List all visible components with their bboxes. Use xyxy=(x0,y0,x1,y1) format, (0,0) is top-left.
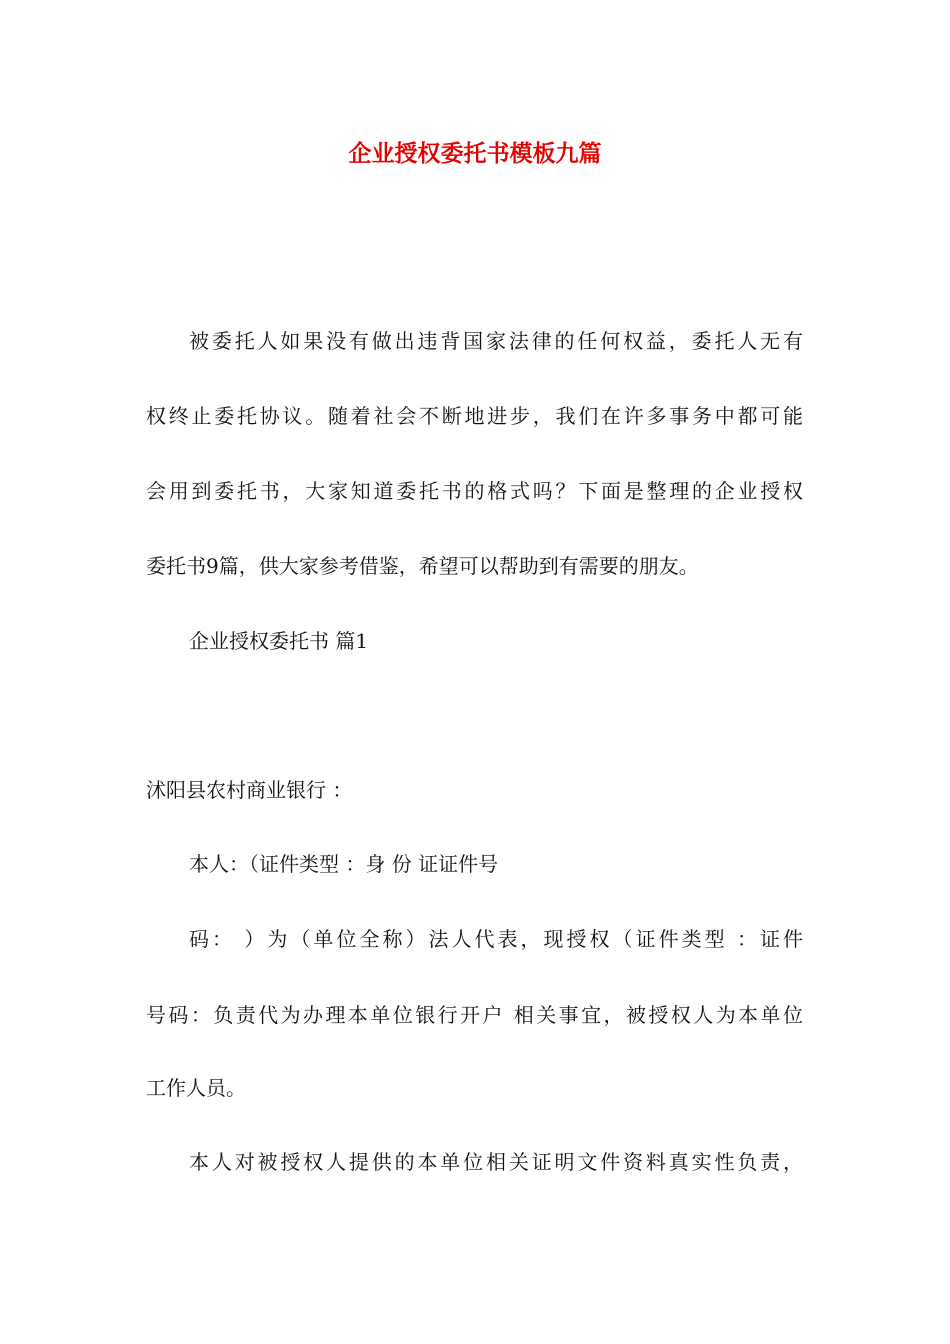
paragraph-line: 委托书9篇，供大家参考借鉴，希望可以帮助到有需要的朋友。 xyxy=(146,554,699,578)
document-title: 企业授权委托书模板九篇 xyxy=(348,140,602,167)
paragraph-line: 被委托人如果没有做出违背国家法律的任何权益，委托人无有 xyxy=(189,329,803,353)
paragraph-line: 会用到委托书，大家知道委托书的格式吗？下面是整理的企业授权 xyxy=(146,479,803,503)
paragraph-line: 号码：负责代为办理本单位银行开户 相关事宜，被授权人为本单位 xyxy=(146,1003,803,1027)
paragraph-line: 工作人员。 xyxy=(146,1076,246,1100)
paragraph-line: 权终止委托协议。随着社会不断地进步，我们在许多事务中都可能 xyxy=(146,404,803,428)
paragraph-line: 码： ）为（单位全称）法人代表，现授权（证件类型 ：证件 xyxy=(189,927,803,951)
addressee-line: 沭阳县农村商业银行 ： xyxy=(146,778,353,802)
section-heading: 企业授权委托书 篇1 xyxy=(189,629,369,653)
paragraph-line: 本人对被授权人提供的本单位相关证明文件资料真实性负责， xyxy=(189,1150,803,1174)
paragraph-line: 本人：（证件类型 ：身 份 证证件号 xyxy=(189,852,499,876)
